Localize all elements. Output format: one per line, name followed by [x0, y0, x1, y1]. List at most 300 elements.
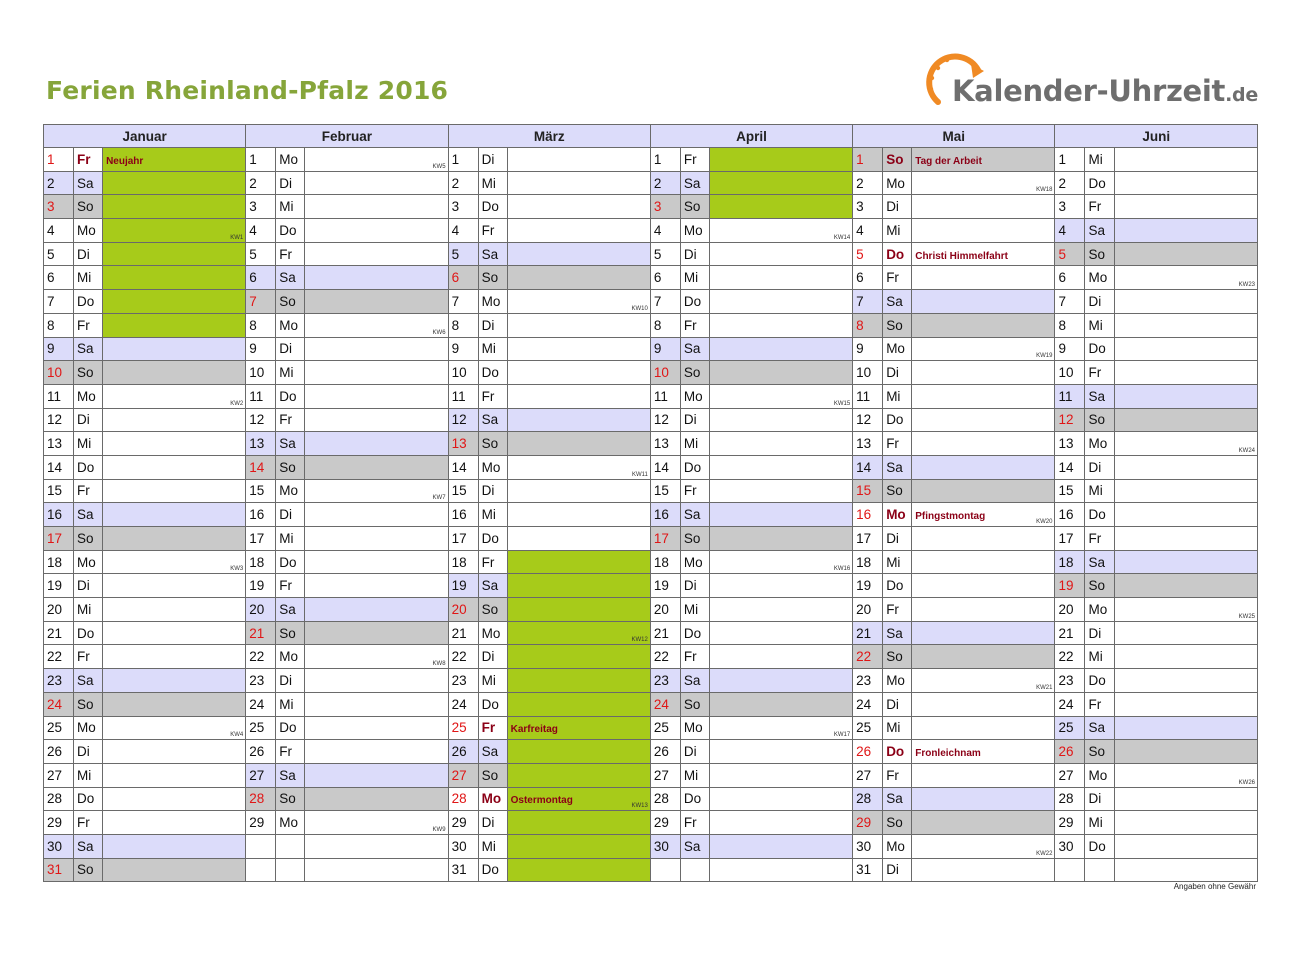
day-number: 4 — [448, 219, 478, 243]
day-note — [709, 361, 852, 385]
day-number: 24 — [246, 692, 276, 716]
weekday: Mo — [478, 621, 507, 645]
day-note — [912, 834, 1055, 858]
day-number: 13 — [448, 432, 478, 456]
day-number: 1 — [448, 148, 478, 172]
day-number: 7 — [44, 290, 74, 314]
weekday: Di — [1085, 787, 1114, 811]
weekday: Do — [1085, 337, 1114, 361]
day-row — [44, 361, 1258, 385]
weekday: Do — [478, 361, 507, 385]
day-note — [1114, 763, 1257, 787]
week-number: KW1 — [230, 234, 244, 241]
weekday: Di — [883, 195, 912, 219]
day-note — [912, 621, 1055, 645]
weekday: Mi — [478, 503, 507, 527]
weekday: Mi — [1085, 645, 1114, 669]
month-header: März — [448, 125, 650, 148]
day-number: 4 — [1055, 219, 1085, 243]
day-number: 13 — [650, 432, 680, 456]
weekday: Sa — [276, 266, 305, 290]
weekday: Sa — [478, 242, 507, 266]
weekday: Fr — [478, 384, 507, 408]
day-number: 24 — [44, 692, 74, 716]
day-number: 18 — [650, 550, 680, 574]
day-number: 2 — [650, 171, 680, 195]
day-number: 4 — [246, 219, 276, 243]
day-note — [103, 171, 246, 195]
day-number: 23 — [44, 669, 74, 693]
weekday: Do — [74, 455, 103, 479]
day-note — [912, 313, 1055, 337]
weekday: Fr — [74, 479, 103, 503]
weekday: Do — [883, 242, 912, 266]
day-number: 26 — [44, 740, 74, 764]
day-note — [1114, 148, 1257, 172]
week-number: KW22 — [1036, 850, 1053, 857]
weekday: Do — [74, 787, 103, 811]
weekday: So — [883, 645, 912, 669]
day-number: 26 — [650, 740, 680, 764]
weekday: Mi — [276, 527, 305, 551]
day-number: 16 — [448, 503, 478, 527]
week-number: KW24 — [1238, 447, 1255, 454]
day-note — [305, 242, 448, 266]
day-number: 3 — [650, 195, 680, 219]
week-number: KW2 — [230, 400, 244, 407]
weekday: Do — [680, 455, 709, 479]
month-header-row — [44, 125, 1258, 148]
day-note — [709, 811, 852, 835]
month-header: Juni — [1055, 125, 1258, 148]
day-number: 26 — [448, 740, 478, 764]
day-note — [305, 716, 448, 740]
weekday: Fr — [478, 716, 507, 740]
weekday: Do — [1085, 171, 1114, 195]
day-note — [1114, 550, 1257, 574]
weekday: Do — [478, 692, 507, 716]
day-note — [305, 455, 448, 479]
day-note — [305, 669, 448, 693]
day-number: 27 — [44, 763, 74, 787]
weekday: So — [680, 195, 709, 219]
weekday — [276, 834, 305, 858]
week-number: KW25 — [1238, 613, 1255, 620]
weekday: Di — [478, 313, 507, 337]
weekday: Di — [1085, 290, 1114, 314]
weekday: Sa — [74, 337, 103, 361]
month-header: Januar — [44, 125, 246, 148]
day-number: 7 — [1055, 290, 1085, 314]
day-row — [44, 242, 1258, 266]
day-number: 7 — [650, 290, 680, 314]
day-note — [1114, 242, 1257, 266]
day-note — [912, 692, 1055, 716]
day-number: 28 — [1055, 787, 1085, 811]
day-note — [912, 337, 1055, 361]
day-number: 26 — [246, 740, 276, 764]
weekday: Do — [478, 527, 507, 551]
weekday: Fr — [883, 266, 912, 290]
weekday: Fr — [883, 432, 912, 456]
weekday: Mi — [478, 834, 507, 858]
weekday: So — [478, 432, 507, 456]
weekday: So — [1085, 242, 1114, 266]
weekday: Do — [1085, 669, 1114, 693]
day-row — [44, 195, 1258, 219]
weekday: Di — [478, 645, 507, 669]
day-note — [912, 740, 1055, 764]
day-note — [1114, 811, 1257, 835]
day-number: 22 — [44, 645, 74, 669]
day-number: 23 — [246, 669, 276, 693]
day-note — [912, 527, 1055, 551]
day-number: 9 — [650, 337, 680, 361]
weekday: So — [883, 313, 912, 337]
day-number: 5 — [246, 242, 276, 266]
weekday: Sa — [680, 503, 709, 527]
day-number: 20 — [853, 598, 883, 622]
weekday: Fr — [478, 550, 507, 574]
weekday: Sa — [74, 503, 103, 527]
day-note — [103, 787, 246, 811]
day-note — [709, 195, 852, 219]
week-number: KW23 — [1238, 282, 1255, 289]
day-note — [709, 313, 852, 337]
day-note — [912, 408, 1055, 432]
weekday: Di — [74, 242, 103, 266]
day-note — [305, 313, 448, 337]
weekday: Di — [478, 811, 507, 835]
day-note — [1114, 645, 1257, 669]
day-note — [103, 574, 246, 598]
day-number: 1 — [246, 148, 276, 172]
weekday: Fr — [276, 408, 305, 432]
weekday: Sa — [1085, 384, 1114, 408]
weekday — [276, 858, 305, 882]
day-number: 19 — [44, 574, 74, 598]
day-number — [246, 858, 276, 882]
day-note — [507, 455, 650, 479]
week-number: KW15 — [833, 400, 851, 407]
weekday: So — [1085, 574, 1114, 598]
day-note — [507, 219, 650, 243]
weekday: Do — [276, 550, 305, 574]
day-note — [912, 669, 1055, 693]
day-note — [1114, 432, 1257, 456]
day-number: 29 — [853, 811, 883, 835]
day-note — [1114, 834, 1257, 858]
week-number: KW18 — [1036, 187, 1053, 194]
day-number: 25 — [853, 716, 883, 740]
weekday: Mi — [74, 598, 103, 622]
weekday: Di — [883, 361, 912, 385]
day-note — [1114, 574, 1257, 598]
weekday: Mo — [276, 811, 305, 835]
day-number: 18 — [246, 550, 276, 574]
calendar-table — [43, 124, 1258, 882]
day-row — [44, 834, 1258, 858]
weekday: Do — [478, 858, 507, 882]
day-number: 8 — [448, 313, 478, 337]
weekday: Di — [74, 574, 103, 598]
day-note — [709, 242, 852, 266]
day-note — [103, 313, 246, 337]
day-row — [44, 408, 1258, 432]
day-number: 29 — [448, 811, 478, 835]
month-header: April — [650, 125, 852, 148]
week-number: KW5 — [432, 163, 446, 170]
holiday-label: Karfreitag — [510, 724, 558, 736]
day-number: 14 — [1055, 455, 1085, 479]
day-note — [305, 621, 448, 645]
day-note — [912, 171, 1055, 195]
day-number: 10 — [853, 361, 883, 385]
day-number: 13 — [853, 432, 883, 456]
day-note — [103, 763, 246, 787]
day-row — [44, 171, 1258, 195]
day-number: 31 — [44, 858, 74, 882]
weekday: Do — [883, 408, 912, 432]
day-note — [103, 550, 246, 574]
day-note — [305, 361, 448, 385]
day-note — [709, 148, 852, 172]
day-number: 24 — [650, 692, 680, 716]
day-note — [103, 266, 246, 290]
day-number: 19 — [650, 574, 680, 598]
day-note — [305, 432, 448, 456]
weekday: Sa — [1085, 716, 1114, 740]
day-number: 9 — [853, 337, 883, 361]
weekday: Sa — [883, 290, 912, 314]
day-note — [1114, 479, 1257, 503]
day-note — [1114, 361, 1257, 385]
weekday: Mo — [276, 148, 305, 172]
day-note — [507, 740, 650, 764]
day-number: 6 — [853, 266, 883, 290]
day-number: 21 — [1055, 621, 1085, 645]
day-row — [44, 858, 1258, 882]
day-number: 25 — [246, 716, 276, 740]
day-note — [1114, 171, 1257, 195]
day-note — [103, 479, 246, 503]
weekday: Mi — [478, 337, 507, 361]
day-row — [44, 763, 1258, 787]
weekday: Do — [74, 290, 103, 314]
day-note — [912, 242, 1055, 266]
day-note — [305, 740, 448, 764]
weekday: Di — [478, 479, 507, 503]
day-number: 2 — [1055, 171, 1085, 195]
day-note — [912, 266, 1055, 290]
day-note — [507, 171, 650, 195]
day-row — [44, 148, 1258, 172]
day-note — [912, 361, 1055, 385]
week-number: KW16 — [833, 566, 851, 573]
day-number: 16 — [246, 503, 276, 527]
day-row — [44, 716, 1258, 740]
day-number: 10 — [650, 361, 680, 385]
day-number: 9 — [44, 337, 74, 361]
weekday: Sa — [74, 669, 103, 693]
day-number — [246, 834, 276, 858]
weekday: Fr — [74, 313, 103, 337]
day-note — [1114, 669, 1257, 693]
weekday — [680, 858, 709, 882]
weekday: Sa — [74, 834, 103, 858]
day-row — [44, 266, 1258, 290]
day-note — [507, 361, 650, 385]
week-number: KW21 — [1036, 684, 1053, 691]
day-number: 20 — [650, 598, 680, 622]
day-row — [44, 550, 1258, 574]
weekday: Sa — [74, 171, 103, 195]
day-note — [507, 598, 650, 622]
day-note — [507, 384, 650, 408]
weekday: Fr — [1085, 527, 1114, 551]
day-number: 30 — [853, 834, 883, 858]
weekday: Sa — [276, 432, 305, 456]
day-number: 28 — [44, 787, 74, 811]
day-number: 20 — [44, 598, 74, 622]
weekday: Fr — [1085, 361, 1114, 385]
day-note — [305, 503, 448, 527]
day-row — [44, 290, 1258, 314]
weekday: Do — [1085, 834, 1114, 858]
day-number: 14 — [853, 455, 883, 479]
week-number: KW7 — [432, 495, 446, 502]
day-number: 18 — [448, 550, 478, 574]
day-number: 8 — [44, 313, 74, 337]
month-header: Februar — [246, 125, 448, 148]
day-number: 6 — [448, 266, 478, 290]
day-number: 6 — [1055, 266, 1085, 290]
day-number: 11 — [1055, 384, 1085, 408]
calendar-body — [44, 148, 1258, 882]
day-note — [709, 692, 852, 716]
week-number: KW10 — [631, 305, 648, 312]
weekday: Fr — [883, 763, 912, 787]
weekday: Mo — [74, 219, 103, 243]
day-number: 12 — [246, 408, 276, 432]
day-note — [507, 834, 650, 858]
day-note — [709, 787, 852, 811]
day-number: 2 — [246, 171, 276, 195]
day-number: 12 — [44, 408, 74, 432]
day-number: 1 — [650, 148, 680, 172]
day-number: 11 — [650, 384, 680, 408]
weekday: So — [74, 195, 103, 219]
day-number: 21 — [448, 621, 478, 645]
day-number: 30 — [44, 834, 74, 858]
day-note — [507, 479, 650, 503]
day-note — [507, 242, 650, 266]
day-note — [103, 384, 246, 408]
day-number: 28 — [448, 787, 478, 811]
day-number: 23 — [448, 669, 478, 693]
day-row — [44, 669, 1258, 693]
weekday: Do — [276, 219, 305, 243]
day-number: 10 — [44, 361, 74, 385]
weekday: Di — [478, 148, 507, 172]
day-note — [912, 432, 1055, 456]
day-note — [912, 858, 1055, 882]
weekday: So — [680, 527, 709, 551]
weekday: Fr — [74, 811, 103, 835]
weekday: Do — [680, 787, 709, 811]
weekday: Mi — [74, 432, 103, 456]
day-note — [709, 219, 852, 243]
day-number: 14 — [246, 455, 276, 479]
weekday: Fr — [74, 148, 103, 172]
day-row — [44, 479, 1258, 503]
weekday: So — [1085, 740, 1114, 764]
day-number: 4 — [44, 219, 74, 243]
day-number: 15 — [650, 479, 680, 503]
day-row — [44, 432, 1258, 456]
day-number: 17 — [650, 527, 680, 551]
day-number: 12 — [1055, 408, 1085, 432]
weekday: Mo — [74, 550, 103, 574]
week-number: KW14 — [833, 234, 851, 241]
weekday: Fr — [680, 645, 709, 669]
day-number: 8 — [246, 313, 276, 337]
day-number: 30 — [1055, 834, 1085, 858]
day-number: 17 — [1055, 527, 1085, 551]
weekday: So — [276, 455, 305, 479]
weekday: Mi — [680, 598, 709, 622]
day-number: 11 — [246, 384, 276, 408]
day-note — [912, 148, 1055, 172]
day-row — [44, 455, 1258, 479]
day-row — [44, 384, 1258, 408]
weekday: Di — [276, 171, 305, 195]
day-note — [709, 479, 852, 503]
week-number: KW8 — [432, 661, 446, 668]
day-number: 26 — [1055, 740, 1085, 764]
day-number: 31 — [853, 858, 883, 882]
weekday: Fr — [478, 219, 507, 243]
holiday-label: Neujahr — [106, 155, 144, 167]
day-note — [1114, 621, 1257, 645]
weekday: Mi — [883, 219, 912, 243]
day-note — [1114, 337, 1257, 361]
weekday: Sa — [1085, 219, 1114, 243]
day-note — [709, 432, 852, 456]
weekday: Do — [680, 621, 709, 645]
day-note — [103, 527, 246, 551]
day-note — [709, 763, 852, 787]
day-number: 30 — [650, 834, 680, 858]
day-number: 5 — [1055, 242, 1085, 266]
weekday: Do — [883, 740, 912, 764]
logo-tld: .de — [1225, 84, 1258, 106]
weekday: Mo — [276, 479, 305, 503]
day-note — [912, 574, 1055, 598]
day-note — [1114, 692, 1257, 716]
day-number: 6 — [246, 266, 276, 290]
weekday: Mi — [1085, 313, 1114, 337]
day-number: 2 — [44, 171, 74, 195]
weekday: Di — [680, 242, 709, 266]
weekday: Sa — [276, 763, 305, 787]
day-note — [103, 242, 246, 266]
weekday: So — [478, 598, 507, 622]
day-note — [507, 337, 650, 361]
weekday: So — [680, 692, 709, 716]
weekday: Mo — [680, 384, 709, 408]
day-number: 23 — [1055, 669, 1085, 693]
